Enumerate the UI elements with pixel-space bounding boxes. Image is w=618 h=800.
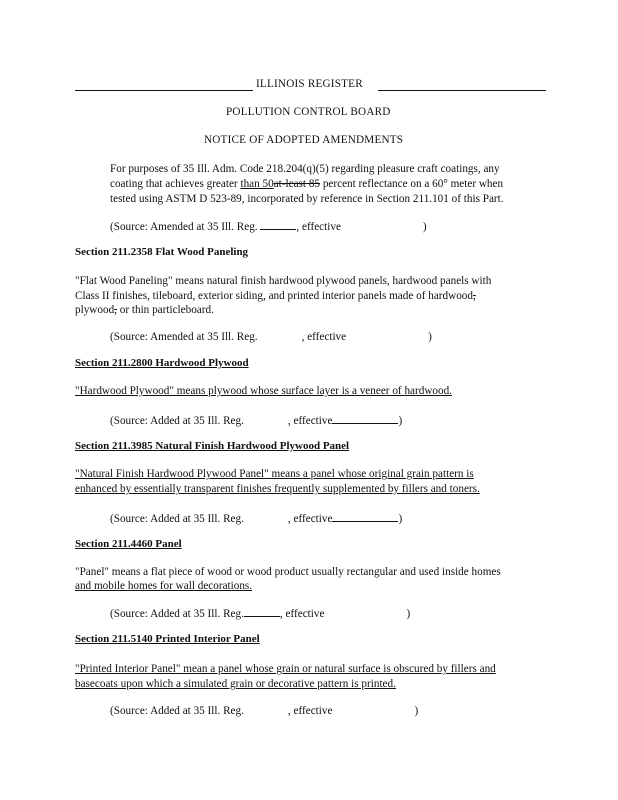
sec1-line-1: "Flat Wood Paneling" means natural finish hardwood plywood panels, hardwood panels with	[75, 275, 492, 287]
section-title-2358: Section 211.2358 Flat Wood Paneling	[75, 246, 249, 258]
header-rule-right	[378, 90, 546, 91]
sec1-line-3: plywood, or thin particleboard.	[75, 304, 214, 316]
sec4-line-1: "Panel" means a flat piece of wood or wood product usually rectangular and used inside homes	[75, 566, 501, 578]
source-note-1: (Source: Amended at 35 Ill. Reg. , effective )	[110, 221, 427, 233]
section-title-2800: Section 211.2800 Hardwood Plywood	[75, 357, 249, 369]
sec1-line-2: Class II finishes, tileboard, exterior siding, and printed interior panels made of hardwood,	[75, 290, 476, 302]
source-note-6: (Source: Added at 35 Ill. Reg. , effective )	[110, 705, 419, 717]
intro-line-2: coating that achieves greater than 50at-least 85 percent reflectance on a 60° meter when	[110, 178, 504, 190]
sec2-line-1: "Hardwood Plywood" means plywood whose surface layer is a veneer of hardwood.	[75, 385, 452, 397]
register-title: ILLINOIS REGISTER	[256, 78, 363, 90]
section-title-4460: Section 211.4460 Panel	[75, 538, 182, 550]
sec3-line-2: enhanced by essentially transparent finishes frequently supplemented by fillers and toners.	[75, 483, 480, 495]
section-title-3985: Section 211.3985 Natural Finish Hardwood Plywood Panel	[75, 440, 350, 452]
section-title-5140: Section 211.5140 Printed Interior Panel	[75, 633, 260, 645]
intro-line-1: For purposes of 35 Ill. Adm. Code 218.204(q)(5) regarding pleasure craft coatings, any	[110, 163, 500, 175]
sec3-line-1: "Natural Finish Hardwood Plywood Panel" means a panel whose original grain pattern is	[75, 468, 474, 480]
board-title: POLLUTION CONTROL BOARD	[226, 106, 391, 118]
source-note-3: (Source: Added at 35 Ill. Reg. , effective )	[110, 415, 403, 427]
notice-title: NOTICE OF ADOPTED AMENDMENTS	[204, 134, 404, 146]
sec5-line-2: basecoats upon which a simulated grain or decorative pattern is printed.	[75, 678, 396, 690]
source-note-2: (Source: Amended at 35 Ill. Reg. , effective )	[110, 331, 432, 343]
source-note-5: (Source: Added at 35 Ill. Reg. , effective )	[110, 608, 411, 620]
sec5-line-1: "Printed Interior Panel" mean a panel whose grain or natural surface is obscured by fillers and	[75, 663, 496, 675]
header-rule-left	[75, 90, 253, 91]
intro-line-3: tested using ASTM D 523-89, incorporated by reference in Section 211.101 of this Part.	[110, 193, 504, 205]
sec4-line-2: and mobile homes for wall decorations.	[75, 580, 253, 592]
source-note-4: (Source: Added at 35 Ill. Reg. , effective )	[110, 513, 403, 525]
